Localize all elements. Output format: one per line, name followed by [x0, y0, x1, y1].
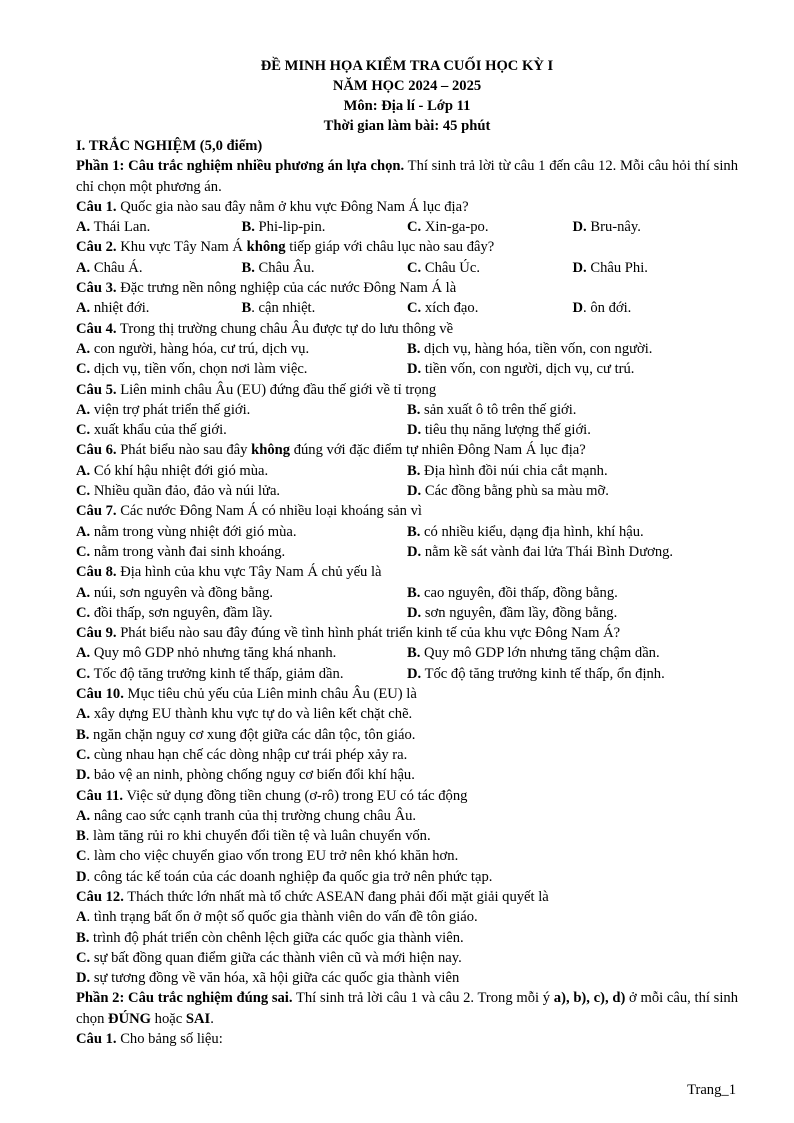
option-text: xuất khẩu của thế giới.: [90, 422, 227, 439]
answer-option: [76, 643, 407, 663]
option-text: dịch vụ, hàng hóa, tiền vốn, con người.: [420, 340, 653, 357]
exam-page: [76, 56, 738, 1049]
answer-option: [242, 217, 408, 237]
option-letter: A.: [76, 340, 91, 357]
option-text: Châu Âu.: [254, 259, 315, 276]
option-text: núi, sơn nguyên và đồng bằng.: [90, 584, 274, 601]
question-number: Câu 12.: [76, 888, 124, 905]
school-year: NĂM HỌC 2024 – 2025: [332, 78, 482, 94]
option-text: nằm trong vành đai sinh khoáng.: [90, 543, 286, 560]
option-letter: B.: [241, 259, 255, 276]
option-text: cùng nhau hạn chế các dòng nhập cư trái phép xảy ra.: [90, 746, 408, 763]
option-letter: A.: [76, 300, 91, 317]
answer-option: [407, 461, 738, 481]
question-stem: [76, 197, 738, 217]
answer-option: [407, 298, 573, 318]
option-letter: D.: [407, 604, 422, 621]
answer-option: [407, 664, 738, 684]
option-text: . ôn đới.: [583, 300, 632, 317]
emphasis-word: không: [246, 239, 286, 256]
option-text: nằm kề sát vành đai lửa Thái Bình Dương.: [421, 543, 674, 560]
option-text: xích đạo.: [421, 300, 479, 317]
option-letter: B.: [241, 219, 255, 236]
answer-option: [76, 867, 738, 887]
answer-option: [407, 603, 738, 623]
option-text: đồi thấp, sơn nguyên, đầm lầy.: [90, 604, 273, 621]
option-text: Xin-ga-po.: [421, 219, 489, 236]
answer-option: [407, 522, 738, 542]
question-number: Câu 9.: [76, 625, 117, 642]
option-letter: B.: [407, 645, 421, 662]
option-letter: A.: [76, 706, 91, 723]
answer-option: [76, 258, 242, 278]
question-text: Thách thức lớn nhất mà tổ chức ASEAN đang phải đối mặt giải quyết là: [123, 888, 549, 905]
option-letter: D: [572, 300, 584, 317]
question-text: Liên minh châu Âu (EU) đứng đầu thế giới về tỉ trọng: [116, 381, 437, 398]
answer-option: [76, 664, 407, 684]
option-text: con người, hàng hóa, cư trú, dịch vụ.: [90, 340, 310, 357]
answer-option: [76, 745, 738, 765]
part1-title: Phần 1: Câu trắc nghiệm nhiều phương án lựa chọn.: [76, 158, 405, 175]
option-text: có nhiều kiểu, dạng địa hình, khí hậu.: [420, 523, 644, 540]
answer-option: [573, 217, 739, 237]
option-text: sản xuất ô tô trên thế giới.: [420, 401, 577, 418]
section-heading: I. TRẮC NGHIỆM (5,0 điểm): [76, 138, 263, 154]
option-letter: A.: [76, 584, 91, 601]
question-text: Khu vực Tây Nam Á: [116, 239, 247, 256]
option-text: Tốc độ tăng trưởng kinh tế thấp, ổn định.: [421, 665, 665, 682]
question-stem: [76, 237, 738, 257]
option-text: sự tương đồng về văn hóa, xã hội giữa các quốc gia thành viên: [90, 970, 460, 987]
option-text: Bru-nây.: [586, 219, 641, 236]
option-text: Châu Á.: [90, 259, 143, 276]
part2-title: Phần 2: Câu trắc nghiệm đúng sai.: [76, 990, 293, 1007]
option-letter: A.: [76, 259, 91, 276]
question-number: Câu 1.: [76, 198, 117, 215]
answer-option: [407, 481, 738, 501]
question-stem: [76, 380, 738, 400]
answer-option: [76, 826, 738, 846]
options-row: [76, 542, 738, 562]
option-text: tiền vốn, con người, dịch vụ, cư trú.: [421, 361, 635, 378]
option-letter: B.: [407, 523, 421, 540]
exam-title: ĐỀ MINH HỌA KIỂM TRA CUỐI HỌC KỲ I: [260, 58, 554, 74]
option-letter: A.: [76, 401, 91, 418]
option-text: Tốc độ tăng trưởng kinh tế thấp, giảm dần.: [90, 665, 344, 682]
option-letter: C.: [76, 604, 91, 621]
option-text: viện trợ phát triển thế giới.: [90, 401, 251, 418]
answer-option: [76, 968, 738, 988]
part2-desc: Thí sinh trả lời câu 1 và câu 2. Trong mỗi ý: [292, 990, 554, 1007]
option-letter: A.: [76, 807, 91, 824]
option-letter: B: [76, 828, 86, 845]
answer-option: [76, 298, 242, 318]
option-letter: B.: [407, 340, 421, 357]
question-stem: [76, 887, 738, 907]
options-row: [76, 298, 738, 318]
option-text: Châu Phi.: [586, 259, 648, 276]
option-text: . cận nhiệt.: [251, 300, 316, 317]
question-text: Trong thị trường chung châu Âu được tự do lưu thông về: [116, 320, 454, 337]
answer-option: [76, 400, 407, 420]
option-text: tiêu thụ năng lượng thế giới.: [421, 422, 591, 439]
option-text: Nhiều quần đảo, đảo và núi lửa.: [90, 483, 281, 500]
option-text: sơn nguyên, đầm lầy, đồng bằng.: [421, 604, 618, 621]
option-text: bảo vệ an ninh, phòng chống nguy cơ biến đổi khí hậu.: [90, 767, 415, 784]
option-letter: C.: [76, 665, 91, 682]
question-text: Mục tiêu chủ yếu của Liên minh châu Âu (EU) là: [123, 686, 417, 703]
option-letter: C.: [76, 422, 91, 439]
option-text: . công tác kế toán của các doanh nghiệp đa quốc gia trở nên phức tạp.: [86, 868, 493, 885]
question-list: [76, 197, 738, 989]
options-row: [76, 339, 738, 359]
option-letter: D.: [76, 767, 91, 784]
answer-option: [76, 846, 738, 866]
answer-option: [76, 928, 738, 948]
answer-option: [242, 258, 408, 278]
option-letter: B: [241, 300, 252, 317]
option-text: Quy mô GDP nhỏ nhưng tăng khá nhanh.: [90, 645, 337, 662]
option-text: Thái Lan.: [90, 219, 151, 236]
option-text: dịch vụ, tiền vốn, chọn nơi làm việc.: [90, 361, 308, 378]
option-letter: B.: [407, 462, 421, 479]
option-text: nhiệt đới.: [90, 300, 150, 317]
answer-option: [407, 359, 738, 379]
part2-instructions: [76, 988, 738, 1029]
options-row: [76, 217, 738, 237]
question-number: Câu 3.: [76, 280, 117, 297]
option-letter: D.: [407, 361, 422, 378]
option-letter: B.: [407, 584, 421, 601]
option-text: . tình trạng bất ổn ở một số quốc gia thành viên do vấn đề tôn giáo.: [86, 909, 478, 926]
option-text: Có khí hậu nhiệt đới gió mùa.: [90, 462, 269, 479]
answer-option: [407, 583, 738, 603]
option-letter: A.: [76, 523, 91, 540]
answer-option: [242, 298, 408, 318]
question-text: đúng với đặc điểm tự nhiên Đông Nam Á lục địa?: [290, 442, 586, 459]
option-letter: D.: [407, 422, 422, 439]
option-letter: D.: [76, 970, 91, 987]
question-number: Câu 5.: [76, 381, 117, 398]
option-text: sự bất đồng quan điểm giữa các thành viên cũ và mới hiện nay.: [90, 949, 462, 966]
answer-option: [407, 217, 573, 237]
question-number: Câu 6.: [76, 442, 117, 459]
option-letter: C.: [76, 949, 91, 966]
answer-option: [76, 481, 407, 501]
option-letter: B.: [76, 726, 90, 743]
question-text: Phát biểu nào sau đây: [116, 442, 252, 459]
question-text: Phát biểu nào sau đây đúng về tình hình phát triển kinh tế của khu vực Đông Nam Á?: [116, 625, 621, 642]
answer-option: [76, 420, 407, 440]
answer-option: [76, 339, 407, 359]
question-stem: [76, 786, 738, 806]
option-letter: D.: [407, 665, 422, 682]
part2-desc: .: [210, 1010, 214, 1027]
answer-option: [407, 643, 738, 663]
part2-desc: hoặc: [151, 1010, 186, 1027]
options-row: [76, 522, 738, 542]
option-text: Châu Úc.: [421, 259, 480, 276]
answer-option: [76, 583, 407, 603]
question-number: Câu 4.: [76, 320, 117, 337]
options-row: [76, 420, 738, 440]
option-text: Quy mô GDP lớn nhưng tăng chậm dần.: [420, 645, 660, 662]
part2-desc: ở mỗi câu, thí sinh chọn: [76, 990, 738, 1027]
options-row: [76, 258, 738, 278]
option-letter: B.: [407, 401, 421, 418]
subject: Môn: Địa lí - Lớp 11: [343, 98, 471, 114]
answer-option: [407, 400, 738, 420]
option-letter: A.: [76, 219, 91, 236]
option-text: trình độ phát triển còn chênh lệch giữa các quốc gia thành viên.: [89, 929, 464, 946]
option-text: nâng cao sức cạnh tranh của thị trường chung châu Âu.: [90, 807, 417, 824]
question-number: Câu 2.: [76, 239, 117, 256]
part1-desc: Thí sinh trả lời từ câu 1 đến câu 12. Mỗi câu hỏi thí sinh chỉ chọn một phương án.: [76, 158, 738, 195]
question-stem: [76, 440, 738, 460]
option-letter: C.: [407, 219, 422, 236]
options-row: [76, 664, 738, 684]
answer-option: [407, 258, 573, 278]
options-row: [76, 400, 738, 420]
question-stem: [76, 562, 738, 582]
question-stem: [76, 278, 738, 298]
question-number: Câu 10.: [76, 686, 124, 703]
answer-option: [76, 704, 738, 724]
question-text: Cho bảng số liệu:: [116, 1031, 223, 1048]
option-letter: D.: [572, 219, 587, 236]
answer-option: [76, 725, 738, 745]
duration: Thời gian làm bài: 45 phút: [323, 118, 491, 134]
options-row: [76, 643, 738, 663]
option-text: . làm tăng rủi ro khi chuyển đổi tiền tệ và luân chuyển vốn.: [85, 828, 431, 845]
question-text: Quốc gia nào sau đây nằm ở khu vực Đông Nam Á lục địa?: [116, 198, 469, 215]
question-stem: [76, 501, 738, 521]
options-row: [76, 603, 738, 623]
option-letter: D.: [572, 259, 587, 276]
question-stem: [76, 319, 738, 339]
answer-option: [76, 461, 407, 481]
option-text: Các đồng bằng phù sa màu mỡ.: [421, 483, 609, 500]
question-text: Việc sử dụng đồng tiền chung (ơ-rô) trong EU có tác động: [123, 787, 468, 804]
true-label: ĐÚNG: [108, 1010, 152, 1027]
question-text: Địa hình của khu vực Tây Nam Á chủ yếu là: [116, 564, 382, 581]
option-letter: C.: [76, 483, 91, 500]
option-letter: C.: [76, 746, 91, 763]
answer-option: [76, 948, 738, 968]
option-letter: D.: [407, 483, 422, 500]
question-number: Câu 1.: [76, 1031, 117, 1048]
option-text: xây dựng EU thành khu vực tự do và liên kết chặt chẽ.: [90, 706, 413, 723]
options-row: [76, 359, 738, 379]
option-letter: D: [76, 868, 87, 885]
option-letter: A: [76, 909, 87, 926]
option-text: ngăn chặn nguy cơ xung đột giữa các dân tộc, tôn giáo.: [89, 726, 416, 743]
option-text: nằm trong vùng nhiệt đới gió mùa.: [90, 523, 297, 540]
option-letter: D.: [407, 543, 422, 560]
answer-option: [407, 420, 738, 440]
part2-question-1: [76, 1029, 738, 1049]
question-stem: [76, 623, 738, 643]
option-letter: C: [76, 848, 87, 865]
option-letter: C.: [76, 543, 91, 560]
question-number: Câu 7.: [76, 503, 117, 520]
answer-option: [76, 522, 407, 542]
option-letter: A.: [76, 645, 91, 662]
option-text: Phi-lip-pin.: [254, 219, 326, 236]
part2-items: a), b), c), d): [553, 990, 626, 1007]
question-text: Đặc trưng nền nông nghiệp của các nước Đông Nam Á là: [116, 280, 457, 297]
question-number: Câu 8.: [76, 564, 117, 581]
option-letter: C.: [76, 361, 91, 378]
answer-option: [76, 907, 738, 927]
question-text: Các nước Đông Nam Á có nhiều loại khoáng sản vì: [116, 503, 422, 520]
answer-option: [76, 806, 738, 826]
answer-option: [407, 542, 738, 562]
question-text: tiếp giáp với châu lục nào sau đây?: [285, 239, 495, 256]
answer-option: [573, 258, 739, 278]
options-row: [76, 583, 738, 603]
answer-option: [407, 339, 738, 359]
question-stem: [76, 684, 738, 704]
emphasis-word: không: [251, 442, 291, 459]
options-row: [76, 481, 738, 501]
options-row: [76, 461, 738, 481]
option-letter: B.: [76, 929, 90, 946]
answer-option: [76, 765, 738, 785]
option-text: . làm cho việc chuyển giao vốn trong EU trở nên khó khăn hơn.: [86, 848, 459, 865]
exam-header: [76, 56, 738, 136]
page-number: Trang_1: [687, 1082, 736, 1098]
false-label: SAI: [185, 1010, 211, 1027]
answer-option: [76, 542, 407, 562]
option-letter: A.: [76, 462, 91, 479]
option-text: cao nguyên, đồi thấp, đồng bằng.: [420, 584, 618, 601]
answer-option: [76, 217, 242, 237]
answer-option: [76, 603, 407, 623]
part1-instructions: [76, 156, 738, 197]
option-letter: C.: [407, 300, 422, 317]
option-text: Địa hình đồi núi chia cắt mạnh.: [420, 462, 608, 479]
answer-option: [76, 359, 407, 379]
question-number: Câu 11.: [76, 787, 124, 804]
answer-option: [573, 298, 739, 318]
option-letter: C.: [407, 259, 422, 276]
